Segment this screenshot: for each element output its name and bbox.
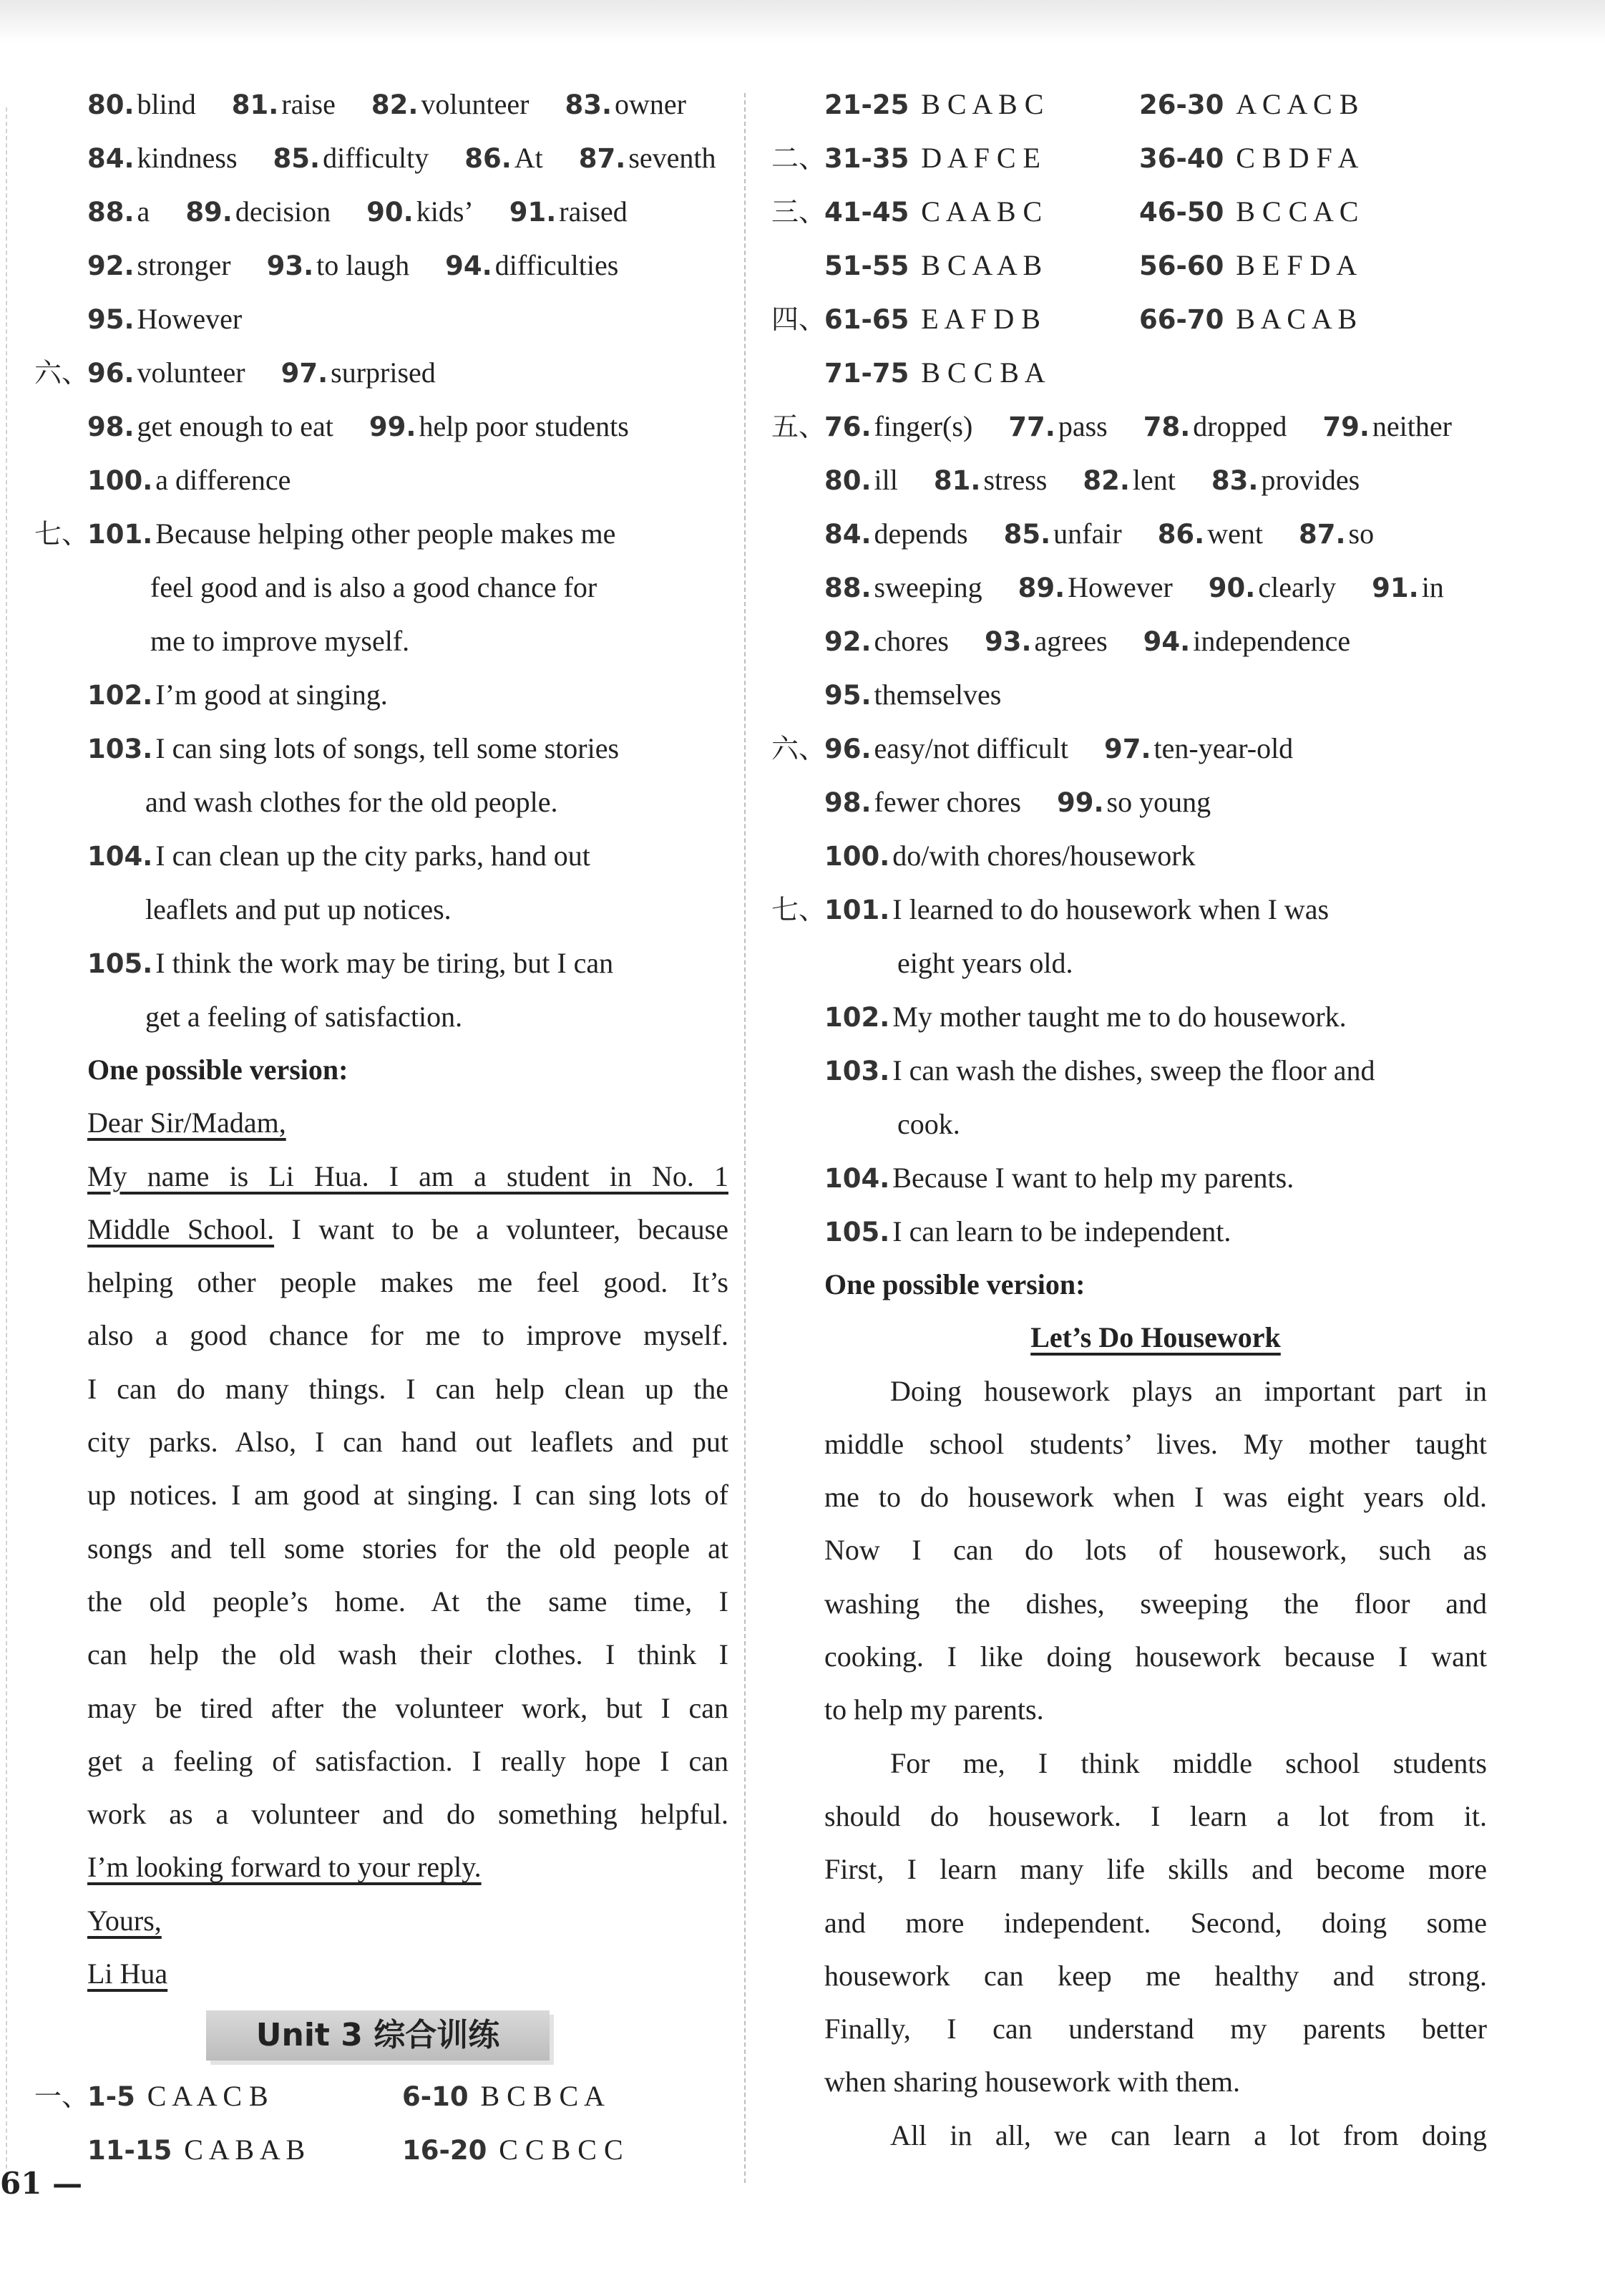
letter-line: helping other people makes me feel good. It’s: [87, 1266, 728, 1299]
answer-text: raised: [559, 195, 628, 228]
essay-line: Finally, I can understand my parents better: [824, 2013, 1487, 2046]
mc-answers: C A A B C: [921, 195, 1043, 228]
mc-answers: B E F D A: [1236, 249, 1357, 281]
left-answer-row: [34, 77, 728, 131]
answer-text: chores: [874, 625, 949, 657]
mc-answers: D A F C E: [921, 142, 1040, 174]
question-number: 87.: [1299, 519, 1346, 550]
question-number: 98.: [824, 787, 872, 818]
question-number: 80.: [824, 465, 872, 496]
answer-item: [185, 185, 331, 239]
question-number: 100.: [824, 841, 890, 872]
answer-item: [824, 829, 1196, 883]
answer-text: surprised: [331, 356, 436, 389]
answer-item: [366, 185, 474, 239]
answer-text: so: [1348, 517, 1375, 550]
answer-item: [579, 131, 716, 185]
answer-text: volunteer: [137, 356, 245, 389]
mc-answers: C A B A B: [184, 2134, 306, 2166]
essay-body: [824, 1365, 1487, 2162]
mc-group: [1139, 195, 1358, 228]
answer-text: finger(s): [874, 410, 973, 442]
essay-line: For me, I think middle school students: [890, 1746, 1487, 1779]
question-number: 84.: [824, 519, 872, 550]
question-range: 56-60: [1139, 250, 1234, 281]
answer-item: [445, 238, 618, 293]
answer-text: agrees: [1034, 625, 1108, 657]
left-answer-rows: [34, 77, 728, 507]
answer-item: [232, 77, 336, 132]
question-range: 1-5: [87, 2081, 145, 2113]
answer-text: ten-year-old: [1153, 732, 1294, 764]
left-answer-row: [34, 131, 728, 185]
question-number: 76.: [824, 412, 872, 442]
question-number: 93.: [984, 626, 1032, 657]
question-number: 87.: [578, 143, 626, 174]
mc-answers: B C C B A: [921, 356, 1045, 389]
unit-mc-row: [34, 2069, 728, 2123]
letter-body: [87, 1256, 728, 1841]
mc-answers: B C A B C: [921, 88, 1044, 120]
left-q103: 103. I can sing lots of songs, tell some stories and wash clothes for the old people.: [87, 732, 620, 818]
answer-item: [464, 131, 543, 185]
essay-line: washing the dishes, sweeping the floor and: [824, 1587, 1487, 1620]
section-marker: 六、: [771, 733, 826, 764]
question-number: 83.: [565, 89, 612, 120]
question-range: 66-70: [1139, 304, 1234, 335]
unit-title: Unit 3 综合训练: [255, 2017, 500, 2054]
answer-text: to laugh: [316, 249, 410, 281]
left-letter: One possible version: Dear Sir/Madam, My name is Li Hua. I am a student in No. 1 Middle School. I want to be a volunteer, because helping other people makes me feel good. It’s also a good chance for me to improve myself. I can do many things. I can help clean up the city parks. Also, I can hand out leaflets and put up notices. I am good at singing. I can sing lots of songs and tell some stories for the old people at the old people’s home. At the same time, I can help the old wash their clothes. I think I may be tired after the volunteer work, but I can get a feeling of satisfaction. I really hope I can work as a volunteer and do something helpful. I’m looking forward to your reply. Yours, Li Hua: [34, 1044, 728, 2000]
left-q102: 102. I’m good at singing.: [87, 678, 388, 711]
answer-item: [824, 453, 898, 507]
answer-item: [1083, 453, 1176, 507]
essay-line: Doing housework plays an important part in: [890, 1374, 1487, 1407]
mc-group: [87, 2123, 402, 2177]
section-marker: 四、: [771, 303, 826, 335]
section-marker: 二、: [771, 142, 826, 174]
left-answer-row: [34, 185, 728, 238]
answer-item: [1143, 399, 1287, 454]
question-number: 95.: [824, 680, 872, 711]
essay-line: and more independent. Second, doing some: [824, 1906, 1487, 1939]
unit-answer-rows: [34, 2069, 728, 2176]
right-mc-row: [771, 77, 1487, 131]
essay-line: me to do housework when I was eight years old.: [824, 1481, 1487, 1514]
question-number: 81.: [933, 465, 981, 496]
question-number: 79.: [1322, 412, 1370, 442]
question-number: 81.: [231, 89, 279, 120]
answer-text: difficulty: [323, 142, 429, 174]
answer-text: raise: [281, 88, 336, 120]
answer-text: kindness: [137, 142, 238, 174]
question-number: 98.: [87, 412, 135, 442]
question-range: 6-10: [402, 2081, 478, 2113]
answer-text: pass: [1058, 410, 1108, 442]
question-range: 26-30: [1139, 89, 1234, 120]
mc-answers: C B D F A: [1236, 142, 1359, 174]
mc-answers: B C B C A: [480, 2080, 605, 2113]
right-answer-row: [771, 829, 1487, 882]
answer-item: [281, 346, 436, 400]
letter-line: also a good chance for me to improve myself.: [87, 1319, 728, 1352]
answer-text: ill: [874, 464, 898, 496]
question-number: 88.: [824, 573, 872, 603]
question-number: 80.: [87, 89, 135, 120]
question-number: 77.: [1008, 412, 1055, 442]
mc-group: [824, 131, 1139, 185]
answer-text: decision: [235, 195, 331, 228]
answer-item: [87, 131, 238, 185]
answer-item: [273, 131, 429, 185]
answer-text: difficulties: [494, 249, 619, 281]
scan-top-shade: [0, 0, 1605, 43]
section-marker: 五、: [771, 411, 826, 442]
question-number: 99.: [1056, 787, 1104, 818]
question-number: 78.: [1143, 412, 1191, 442]
mc-group: [824, 292, 1139, 346]
answer-item: [267, 238, 410, 293]
question-number: 84.: [87, 143, 135, 174]
letter-line: the old people’s home. At the same time, I: [87, 1585, 728, 1618]
page-number: 61 —: [0, 2166, 83, 2201]
answer-text: fewer chores: [874, 786, 1021, 818]
question-number: 94.: [445, 250, 492, 281]
essay-line: to help my parents.: [824, 1693, 1044, 1726]
answer-text: provides: [1261, 464, 1360, 496]
question-range: 71-75: [824, 358, 919, 389]
column-divider: [744, 93, 746, 2183]
answer-text: went: [1207, 517, 1263, 550]
answer-item: [369, 399, 629, 454]
left-q104: 104. I can clean up the city parks, hand out leaflets and put up notices.: [87, 840, 590, 925]
right-answer-row: [771, 507, 1487, 560]
version-label: One possible version:: [87, 1054, 348, 1086]
answer-text: a difference: [155, 464, 291, 496]
answer-text: seventh: [628, 142, 716, 174]
question-number: 85.: [273, 143, 321, 174]
mc-group: [402, 2080, 605, 2112]
mc-answers: C A A C B: [147, 2080, 268, 2113]
answer-text: so young: [1106, 786, 1211, 818]
letter-line: city parks. Also, I can hand out leaflets and put: [87, 1426, 728, 1459]
question-number: 92.: [87, 250, 135, 281]
question-number: 97.: [1103, 734, 1151, 764]
letter-line: may be tired after the volunteer work, but I can: [87, 1691, 728, 1724]
question-number: 85.: [1003, 519, 1051, 550]
mc-group: [824, 346, 1139, 400]
answer-item: [934, 453, 1047, 507]
mc-group: [1139, 142, 1358, 174]
section-marker: 一、: [34, 2081, 89, 2113]
answer-item: [985, 614, 1108, 668]
mc-group: [87, 2069, 402, 2124]
answer-text: in: [1421, 571, 1444, 603]
question-range: 36-40: [1139, 143, 1234, 174]
left-answer-row: [34, 346, 728, 399]
right-q101: 七、101. I learned to do housework when I was eight years old.: [771, 893, 1330, 979]
question-range: 16-20: [402, 2135, 497, 2166]
unit-mc-row: [34, 2123, 728, 2176]
answer-item: [87, 238, 231, 293]
mc-answers: A C A C B: [1236, 88, 1359, 120]
essay-line: middle school students’ lives. My mother taught: [824, 1427, 1487, 1460]
answer-item: [87, 77, 196, 132]
answer-item: [1322, 399, 1452, 454]
unit-banner: [34, 2000, 728, 2069]
question-range: 31-35: [824, 143, 919, 174]
right-answer-row: [771, 560, 1487, 614]
mc-group: [824, 185, 1139, 239]
right-q103: 103. I can wash the dishes, sweep the floor and cook.: [824, 1054, 1375, 1140]
answer-text: do/with chores/housework: [892, 840, 1196, 872]
right-column: [771, 77, 1487, 2162]
right-mc-row: [771, 346, 1487, 399]
answer-text: independence: [1193, 625, 1351, 657]
answer-item: [509, 185, 628, 239]
right-mc-row: [771, 238, 1487, 292]
question-range: 41-45: [824, 197, 919, 228]
answer-item: [565, 77, 686, 132]
answer-text: help poor students: [419, 410, 629, 442]
answer-text: dropped: [1193, 410, 1287, 442]
mc-group: [1139, 249, 1357, 281]
mc-answers: E A F D B: [921, 303, 1040, 335]
answer-item: [1211, 453, 1360, 507]
essay-line: cooking. I like doing housework because I want: [824, 1640, 1487, 1673]
answer-item: [1057, 775, 1211, 830]
left-answer-row: [34, 453, 728, 507]
answer-text: lent: [1132, 464, 1176, 496]
answer-text: However: [1068, 571, 1173, 603]
answer-text: At: [514, 142, 543, 174]
right-answer-rows: [771, 399, 1487, 882]
answer-text: stronger: [137, 249, 231, 281]
letter-line: I can do many things. I can help clean up the: [87, 1372, 728, 1405]
answer-item: [87, 399, 333, 454]
essay-line: should do housework. I learn a lot from it.: [824, 1799, 1487, 1832]
question-number: 100.: [87, 465, 153, 496]
mc-group: [824, 77, 1139, 132]
answer-item: [87, 346, 245, 400]
answer-text: get enough to eat: [137, 410, 333, 442]
mc-group: [402, 2134, 623, 2166]
left-margin-rule: [6, 107, 7, 2183]
question-number: 96.: [87, 358, 135, 389]
question-number: 96.: [824, 734, 872, 764]
essay-line: housework can keep me healthy and strong.: [824, 1959, 1487, 1992]
right-mc-rows: [771, 77, 1487, 399]
right-answer-row: [771, 668, 1487, 721]
mc-answers: B C A A B: [921, 249, 1043, 281]
answer-item: [1158, 507, 1263, 561]
right-essay: [771, 1258, 1487, 2162]
question-number: 94.: [1143, 626, 1191, 657]
mc-group: [824, 238, 1139, 293]
answer-text: easy/not difficult: [874, 732, 1068, 764]
question-number: 86.: [1157, 519, 1205, 550]
left-answer-row: [34, 292, 728, 346]
answer-item: [1209, 560, 1336, 615]
answer-text: volunteer: [421, 88, 530, 120]
question-number: 89.: [1018, 573, 1065, 603]
answer-text: a: [137, 195, 150, 228]
question-number: 91.: [509, 197, 557, 228]
left-answer-row: [34, 238, 728, 292]
essay-line: All in all, we can learn a lot from doing: [890, 2119, 1487, 2151]
answer-text: owner: [615, 88, 686, 120]
left-q101: 七、101. Because helping other people makes me feel good and is also a good chance for me to improve myself.: [34, 517, 616, 657]
question-number: 89.: [185, 197, 233, 228]
answer-item: [1299, 507, 1374, 561]
answer-text: depends: [874, 517, 968, 550]
mc-answers: B C C A C: [1236, 195, 1359, 228]
left-answer-row: [34, 399, 728, 453]
question-range: 46-50: [1139, 197, 1234, 228]
essay-line: First, I learn many life skills and become more: [824, 1853, 1487, 1886]
answer-text: neither: [1372, 410, 1452, 442]
question-range: 51-55: [824, 250, 919, 281]
question-number: 83.: [1211, 465, 1259, 496]
answer-text: clearly: [1258, 571, 1337, 603]
answer-item: [824, 614, 949, 668]
answer-text: themselves: [874, 678, 1002, 711]
essay-line: when sharing housework with them.: [824, 2066, 1241, 2098]
answer-text: kids’: [416, 195, 474, 228]
right-answer-row: [771, 775, 1487, 829]
essay-line: Now I can do lots of housework, such as: [824, 1534, 1487, 1567]
letter-line: get a feeling of satisfaction. I really hope I can: [87, 1744, 728, 1777]
answer-item: [824, 721, 1068, 776]
answer-item: [87, 292, 242, 346]
answer-text: unfair: [1053, 517, 1122, 550]
answer-item: [87, 453, 291, 507]
right-answer-row: [771, 399, 1487, 453]
question-number: 97.: [280, 358, 328, 389]
answer-item: [1018, 560, 1173, 615]
right-mc-row: [771, 131, 1487, 185]
answer-item: [824, 775, 1021, 830]
answer-item: [1104, 721, 1293, 776]
answer-text: blind: [137, 88, 196, 120]
question-range: 21-25: [824, 89, 919, 120]
question-number: 90.: [1208, 573, 1256, 603]
mc-group: [1139, 303, 1357, 335]
answer-text: However: [137, 303, 243, 335]
answer-item: [824, 399, 972, 454]
question-number: 82.: [371, 89, 419, 120]
answer-item: [371, 77, 530, 132]
left-column: [34, 77, 728, 2176]
mc-answers: B A C A B: [1236, 303, 1357, 335]
section-marker: 六、: [34, 357, 89, 389]
question-number: 90.: [366, 197, 414, 228]
question-number: 91.: [1372, 573, 1419, 603]
question-number: 88.: [87, 197, 135, 228]
right-mc-row: [771, 292, 1487, 346]
mc-answers: C C B C C: [499, 2134, 623, 2166]
letter-line: up notices. I am good at singing. I can sing lots of: [87, 1479, 728, 1512]
right-answer-row: [771, 721, 1487, 775]
right-mc-row: [771, 185, 1487, 238]
letter-line: can help the old wash their clothes. I think I: [87, 1638, 728, 1671]
question-number: 82.: [1083, 465, 1130, 496]
answer-text: sweeping: [874, 571, 982, 603]
question-number: 86.: [464, 143, 512, 174]
right-q102: 102. My mother taught me to do housework.: [824, 1001, 1347, 1033]
left-q105: 105. I think the work may be tiring, but I can get a feeling of satisfaction.: [87, 947, 614, 1033]
letter-line: work as a volunteer and do something helpful.: [87, 1798, 728, 1831]
answer-item: [824, 507, 968, 561]
right-q104: 104. Because I want to help my parents.: [824, 1162, 1294, 1194]
answer-item: [1004, 507, 1122, 561]
question-range: 61-65: [824, 304, 919, 335]
question-number: 92.: [824, 626, 872, 657]
right-answer-row: [771, 453, 1487, 507]
question-number: 93.: [266, 250, 314, 281]
answer-text: stress: [983, 464, 1048, 496]
answer-item: [824, 668, 1001, 722]
essay-title: Let’s Do Housework: [1030, 1321, 1281, 1354]
question-range: 11-15: [87, 2135, 182, 2166]
right-answer-row: [771, 614, 1487, 668]
section-marker: 三、: [771, 196, 826, 228]
answer-item: [87, 185, 150, 239]
version-label: One possible version:: [824, 1268, 1086, 1300]
right-q105: 105. I can learn to be independent.: [824, 1215, 1231, 1247]
mc-group: [1139, 88, 1358, 120]
answer-item: [1008, 399, 1107, 454]
answer-item: [1372, 560, 1444, 615]
answer-item: [824, 560, 982, 615]
letter-line: songs and tell some stories for the old people at: [87, 1532, 728, 1565]
question-number: 95.: [87, 304, 135, 335]
question-number: 99.: [369, 412, 416, 442]
answer-item: [1143, 614, 1350, 668]
